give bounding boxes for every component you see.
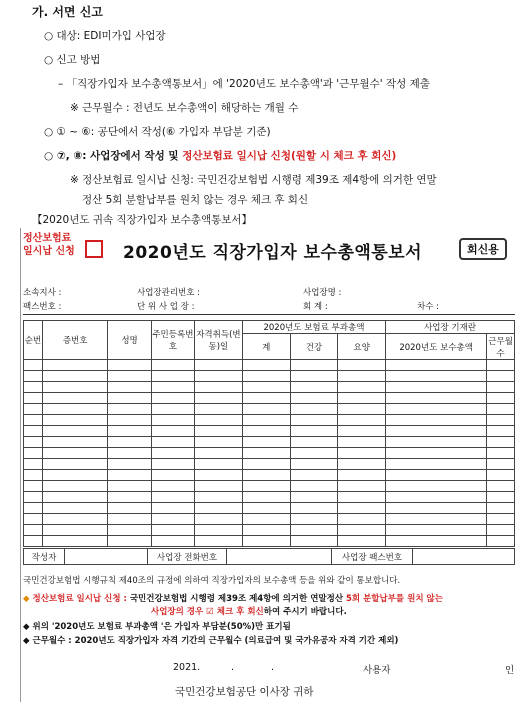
form-title: 2020년도 직장가입자 보수총액통보서 — [123, 243, 423, 263]
addressee: 국민건강보험공단 이사장 귀하 — [175, 686, 314, 698]
table-row — [24, 382, 515, 393]
biz-fax-field[interactable] — [413, 549, 515, 565]
remuneration-notice-form — [20, 228, 519, 702]
table-row — [24, 470, 515, 481]
lump-sum-notice-line2 — [151, 605, 347, 617]
header-total: 계 — [242, 334, 290, 360]
table-row — [24, 514, 515, 525]
lump-sum-label-line1: 정산보험료 — [23, 233, 72, 244]
account-label: 회 계 : — [303, 302, 328, 312]
header-health: 건강 — [290, 334, 338, 360]
header-biz-group: 사업장 기재란 — [386, 321, 515, 334]
section-heading: 가. 서면 신고 — [32, 5, 103, 19]
lump-sum-checkbox[interactable] — [85, 240, 103, 258]
table-row — [24, 481, 515, 492]
header-seq: 순번 — [24, 321, 43, 360]
unit-biz-label: 단 위 사 업 장 : — [137, 302, 195, 312]
table-row — [24, 415, 515, 426]
lump-sum-note-line2: 정산 5회 분할납부를 원치 않는 경우 체크 후 회신 — [82, 194, 309, 206]
business-fill-prefix: ○ ⑦, ⑧: 사업장에서 작성 및 — [44, 150, 183, 162]
lump-sum-note-line1: ※ 정산보험료 일시납 신청: 국민건강보험법 시행령 제39조 제4항에 의거한 연말 — [70, 174, 437, 186]
months-notice: ◆ 근무월수 : 2020년도 직장가입자 자격 기간의 근무월수 (의료급여 및 국가유공자 자격 기간 제외) — [23, 636, 399, 646]
lump-sum-label-line2: 일시납 신청 — [23, 246, 75, 257]
table-row — [24, 393, 515, 404]
header-months: 근무월수 — [487, 334, 515, 360]
writer-label: 작성자 — [24, 549, 65, 565]
date-dot-1: . — [231, 662, 235, 673]
months-note: ※ 근무월수 : 전년도 보수총액이 해당하는 개월 수 — [70, 102, 299, 114]
date-dot-2: . — [271, 662, 275, 673]
contact-row — [23, 548, 515, 565]
order-label: 차수 : — [417, 302, 439, 312]
biz-fax-label: 사업장 팩스번호 — [332, 549, 413, 565]
table-row — [24, 437, 515, 448]
table-row — [24, 360, 515, 371]
remuneration-table — [23, 320, 515, 547]
lump-sum-notice-title: 정산보험료 일시납 신청 : — [32, 594, 127, 604]
lump-sum-notice-body: 국민건강보험법 시행령 제39조 제4항에 의거한 연말정산 — [126, 594, 344, 604]
business-fill-bullet — [44, 148, 396, 163]
fax-label: 팩스번호 : — [23, 302, 62, 312]
biz-phone-label: 사업장 전화번호 — [148, 549, 227, 565]
header-premium-group: 2020년도 보험료 부과총액 — [242, 321, 385, 334]
form-caption: 【2020년도 귀속 직장가입자 보수총액통보서】 — [32, 214, 253, 226]
header-ltc: 요양 — [338, 334, 386, 360]
notice-diamond: ◆ — [23, 594, 33, 604]
legal-statement: 국민건강보험법 시행규칙 제40조의 규정에 의하여 직장가입자의 보수총액 등을 위와 같이 통보합니다. — [23, 576, 401, 586]
lump-sum-notice — [23, 592, 443, 604]
table-row — [24, 448, 515, 459]
branch-label: 소속지사 : — [23, 288, 62, 298]
table-row — [24, 536, 515, 547]
lump-sum-notice-red: 5회 분할납부를 원치 않는 — [343, 594, 443, 604]
header-qual-date: 자격취득(변동)일 — [195, 321, 243, 360]
employee-share-notice: ◆ 위의 '2020년도 보험료 부과총액 '은 가입자 부담분(50%)만 표기됨 — [23, 622, 291, 632]
table-row — [24, 492, 515, 503]
biz-mgmt-no-label: 사업장관리번호 : — [137, 288, 201, 298]
header-pay-total: 2020년도 보수총액 — [386, 334, 487, 360]
lump-sum-request-text: 정산보험료 일시납 신청(원할 시 체크 후 회신) — [182, 150, 397, 162]
lump-sum-label — [23, 232, 75, 258]
target-bullet: ○ 대상: EDI미가입 사업장 — [44, 30, 166, 42]
table-row — [24, 371, 515, 382]
table-row — [24, 404, 515, 415]
table-row — [24, 503, 515, 514]
header-rrn: 주민등록번호 — [151, 321, 194, 360]
header-name: 성명 — [108, 321, 151, 360]
agency-fill-bullet: ○ ① ~ ⑥: 공단에서 작성(⑥ 가입자 부담분 기준) — [44, 126, 271, 138]
lump-sum-notice-line2-red: 사업장의 경우 ☑ 체크 후 회신 — [151, 607, 264, 617]
writer-field[interactable] — [65, 549, 148, 565]
table-row — [24, 525, 515, 536]
submit-instruction: – 「직장가입자 보수총액통보서」에 '2020년도 보수총액'과 '근무월수' 작성 제출 — [58, 78, 430, 90]
lump-sum-notice-line2-black: 하여 주시기 바랍니다. — [263, 607, 347, 617]
reply-badge: 회신용 — [459, 238, 507, 260]
biz-name-label: 사업장명 : — [303, 288, 342, 298]
biz-phone-field[interactable] — [227, 549, 332, 565]
table-row — [24, 426, 515, 437]
employer-label: 사용자 — [363, 665, 391, 676]
date-year: 2021. — [173, 662, 201, 673]
header-cert-no: 증번호 — [42, 321, 108, 360]
seal-mark: 인 — [505, 665, 515, 676]
table-row — [24, 459, 515, 470]
method-bullet: ○ 신고 방법 — [44, 54, 101, 66]
